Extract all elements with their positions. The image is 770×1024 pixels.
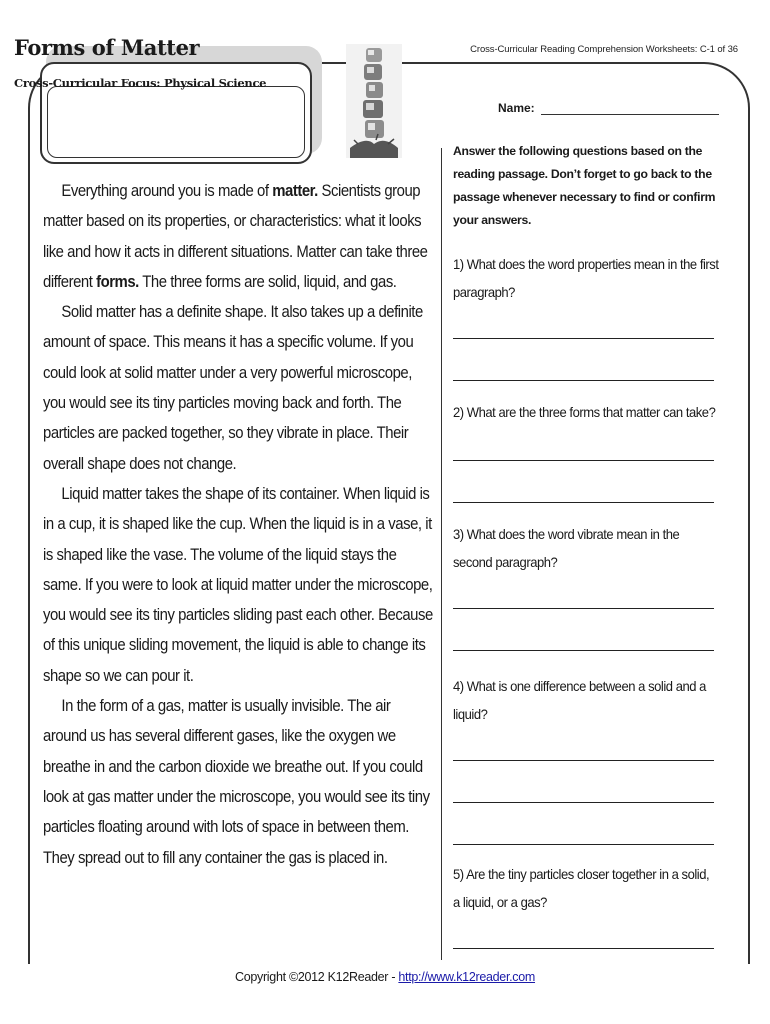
k12reader-link[interactable]: http://www.k12reader.com bbox=[398, 970, 536, 984]
worksheet-subtitle: Cross-Curricular Focus: Physical Science bbox=[14, 76, 267, 90]
copyright-text: Copyright ©2012 K12Reader - bbox=[234, 970, 399, 984]
answer-line[interactable] bbox=[453, 502, 714, 503]
answer-line[interactable] bbox=[453, 338, 714, 339]
question-2: 2) What are the three forms that matter can take? bbox=[453, 404, 716, 420]
worksheet-header-meta: Cross-Curricular Reading Comprehension Worksheets: C-1 of 36 bbox=[470, 44, 738, 55]
question-3: 3) What does the word vibrate mean in the second paragraph? bbox=[453, 526, 680, 570]
passage-paragraph: In the form of a gas, matter is usually invisible. The air around us has several different gases, like the oxygen we breathe in and the carbon dioxide we breathe out. If you could look at gas matter under the microscope, you would see its tiny particles floating around with lots of space in between them. They spread out to fill any container the gas is placed in. bbox=[43, 697, 430, 867]
passage-paragraph: Solid matter has a definite shape. It also takes up a definite amount of space. This means it has a specific volume. If you could look at solid matter under a very powerful microscope, you would see its tiny particles moving back and forth. The particles are packed together, so they vibrate in place. Their overall shape does not change. bbox=[43, 303, 423, 473]
passage-paragraph: Liquid matter takes the shape of its container. When liquid is in a cup, it is shaped like the cup. When the liquid is in a vase, it is shaped like the vase. The volume of the liquid stays the same. If you were to look at liquid matter under the microscope, you would see its tiny particles sliding past each other. Because of this unique sliding movement, the liquid is able to change its shape so we can pour it. bbox=[43, 484, 433, 685]
worksheet-title: Forms of Matter bbox=[14, 35, 200, 60]
answer-line[interactable] bbox=[453, 650, 714, 651]
answer-line[interactable] bbox=[453, 948, 714, 949]
answer-line[interactable] bbox=[453, 760, 714, 761]
instructions: Answer the following questions based on the reading passage. Don’t forget to go back to the passage whenever necessary to find or confirm your answers. bbox=[453, 144, 716, 227]
question-4: 4) What is one difference between a solid and a liquid? bbox=[453, 678, 706, 722]
reading-passage bbox=[43, 176, 435, 960]
answer-line[interactable] bbox=[453, 844, 714, 845]
column-divider bbox=[441, 148, 442, 960]
name-label: Name: bbox=[498, 101, 535, 115]
answer-line[interactable] bbox=[453, 608, 714, 609]
answer-line[interactable] bbox=[453, 802, 714, 803]
answer-line[interactable] bbox=[453, 460, 714, 461]
name-field bbox=[498, 101, 719, 115]
name-input-line[interactable] bbox=[541, 102, 719, 115]
question-1: 1) What does the word properties mean in the first paragraph? bbox=[453, 256, 719, 300]
ice-cube-stack-photo bbox=[346, 44, 402, 158]
vocabulary-term: forms. bbox=[96, 272, 139, 291]
question-5: 5) Are the tiny particles closer together in a solid, a liquid, or a gas? bbox=[453, 866, 710, 910]
footer bbox=[0, 970, 770, 984]
answer-line[interactable] bbox=[453, 380, 714, 381]
passage-paragraph: Everything around you is made of matter. Scientists group matter based on its properties, or characteristics: what it looks like and how it acts in different situations. Matter can take three different forms. The three forms are solid, liquid, and gas. bbox=[43, 182, 428, 291]
title-box-inner-border bbox=[47, 86, 305, 158]
vocabulary-term: matter. bbox=[272, 182, 318, 200]
